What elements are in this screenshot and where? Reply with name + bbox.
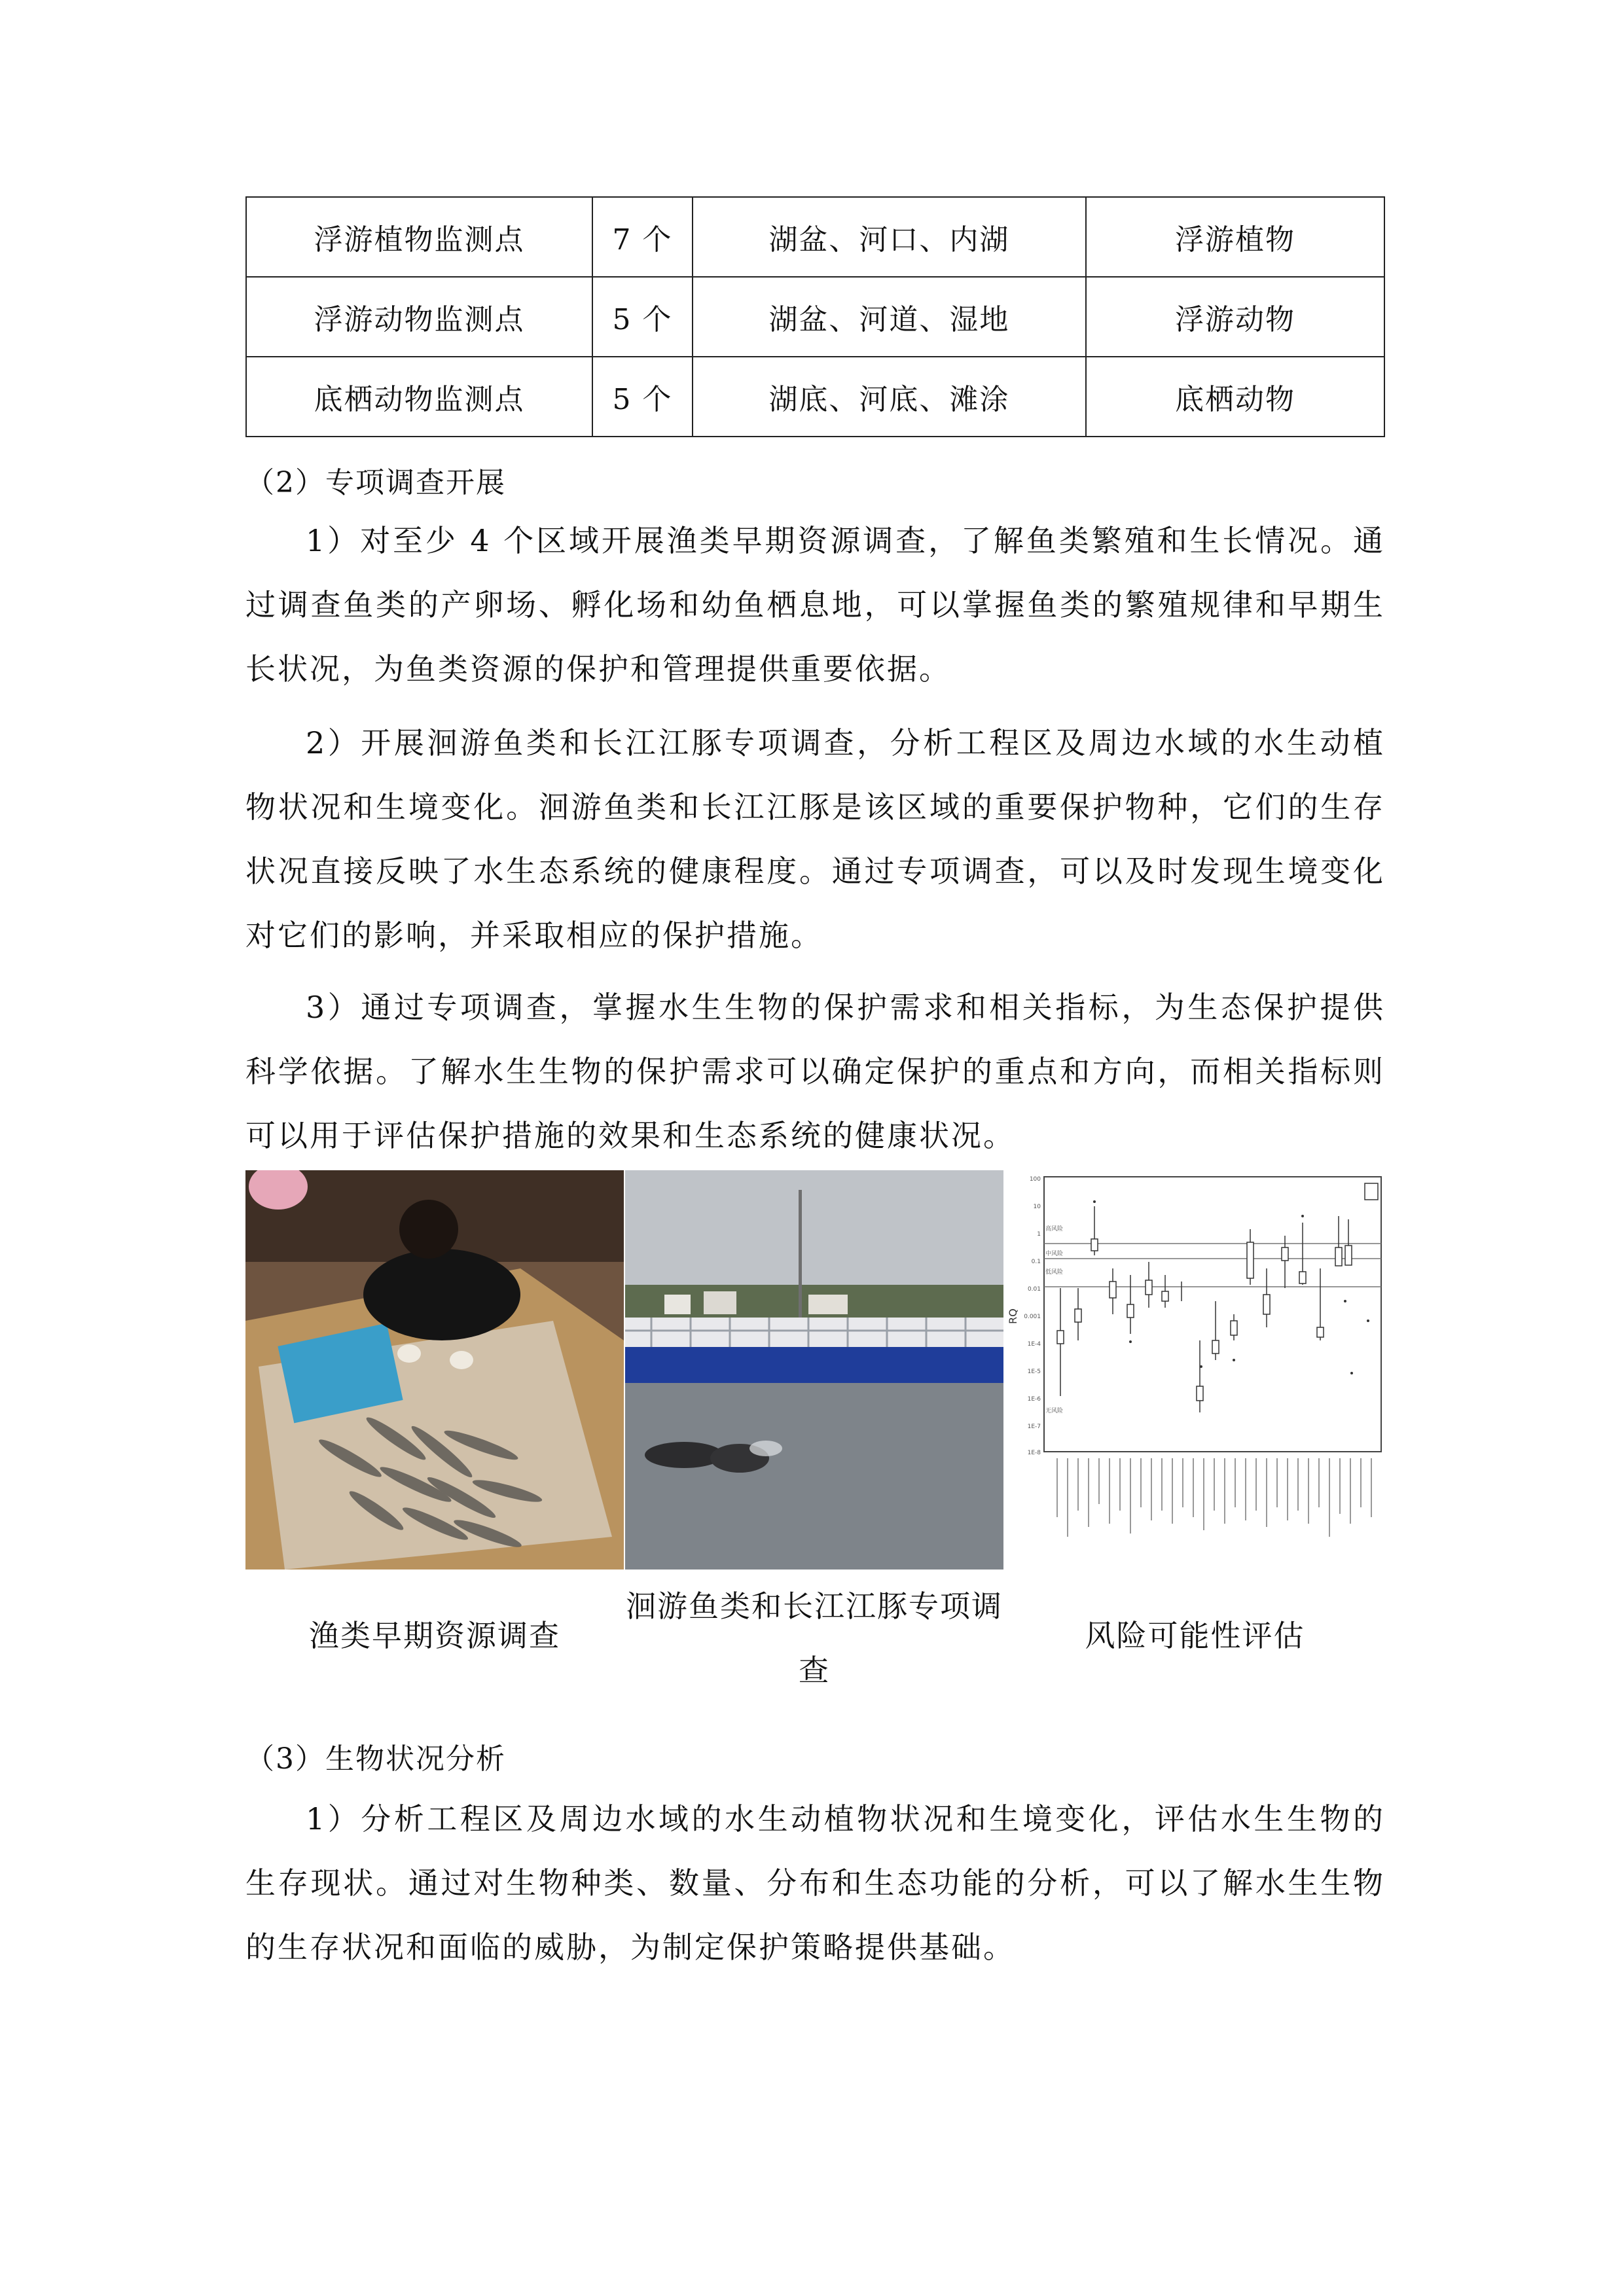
table-cell: 湖盆、河口、内湖 xyxy=(693,197,1086,277)
chart-tick-label: 1E-5 xyxy=(1027,1369,1041,1375)
chart-tick-label: 0.1 xyxy=(1031,1259,1041,1265)
chart-tick-label: 0.01 xyxy=(1027,1286,1041,1293)
chart-level-label: 高风险 xyxy=(1045,1226,1064,1232)
monitoring-points-table xyxy=(245,196,1385,437)
table-cell: 湖盆、河道、湿地 xyxy=(693,277,1086,357)
chart-tick-label: 0.001 xyxy=(1024,1314,1041,1320)
table-row xyxy=(246,197,1384,277)
paragraph: 2）开展洄游鱼类和长江江豚专项调查，分析工程区及周边水域的水生动植物状况和生境变化。洄游鱼类和长江江豚是该区域的重要保护物种，它们的生存状况直接反映了水生态系统的健康程度。通过专项调查，可以及时发现生境变化对它们的影响，并采取相应的保护措施。 xyxy=(245,725,1385,953)
chart-tick-label: 1E-4 xyxy=(1027,1341,1041,1348)
figure-caption: 渔类早期资源调查 xyxy=(309,1618,560,1653)
chart-axis-label: RQ xyxy=(1007,1308,1019,1324)
paragraph: 1）分析工程区及周边水域的水生动植物状况和生境变化，评估水生生物的生存现状。通过对生物种类、数量、分布和生态功能的分析，可以了解水生生物的生存状况和面临的威胁，为制定保护策略提供基础。 xyxy=(245,1801,1385,1965)
table-cell: 7 个 xyxy=(592,197,693,277)
paragraph: 1）对至少 4 个区域开展渔类早期资源调查，了解鱼类繁殖和生长情况。通过调查鱼类的产卵场、孵化场和幼鱼栖息地，可以掌握鱼类的繁殖规律和早期生长状况，为鱼类资源的保护和管理提供重要依据。 xyxy=(245,523,1385,687)
fish-survey-photo xyxy=(245,1170,624,1570)
table-cell: 浮游植物 xyxy=(1086,197,1384,277)
table-cell: 底栖动物 xyxy=(1086,357,1384,437)
chart-tick-label: 1E-6 xyxy=(1027,1396,1041,1403)
risk-assessment-chart xyxy=(1005,1170,1385,1570)
table-cell: 5 个 xyxy=(592,357,693,437)
table-cell: 5 个 xyxy=(592,277,693,357)
figure-caption: 风险可能性评估 xyxy=(1085,1618,1305,1653)
chart-level-label: 无风险 xyxy=(1045,1408,1064,1414)
table-cell: 浮游植物监测点 xyxy=(246,197,592,277)
table-cell: 底栖动物监测点 xyxy=(246,357,592,437)
table-row xyxy=(246,357,1384,437)
chart-tick-label: 1E-7 xyxy=(1027,1424,1041,1430)
chart-tick-label: 1E-8 xyxy=(1027,1450,1041,1456)
table-cell: 湖底、河底、滩涂 xyxy=(693,357,1086,437)
paragraph: 3）通过专项调查，掌握水生生物的保护需求和相关指标，为生态保护提供科学依据。了解水生生物的保护需求可以确定保护的重点和方向，而相关指标则可以用于评估保护措施的效果和生态系统的健康状况。 xyxy=(245,990,1385,1153)
porpoise-survey-photo xyxy=(625,1170,1003,1570)
chart-tick-label: 1 xyxy=(1037,1231,1041,1238)
table-cell: 浮游动物监测点 xyxy=(246,277,592,357)
chart-level-label: 低风险 xyxy=(1045,1269,1064,1276)
chart-level-label: 中风险 xyxy=(1045,1251,1064,1257)
section-heading: （3）生物状况分析 xyxy=(245,1742,506,1776)
chart-tick-label: 10 xyxy=(1033,1204,1041,1210)
table-row xyxy=(246,277,1384,357)
figure-caption: 洄游鱼类和长江江豚专项调查 xyxy=(626,1588,1003,1688)
table-cell: 浮游动物 xyxy=(1086,277,1384,357)
chart-tick-label: 100 xyxy=(1029,1176,1041,1183)
section-heading: （2）专项调查开展 xyxy=(245,466,506,499)
